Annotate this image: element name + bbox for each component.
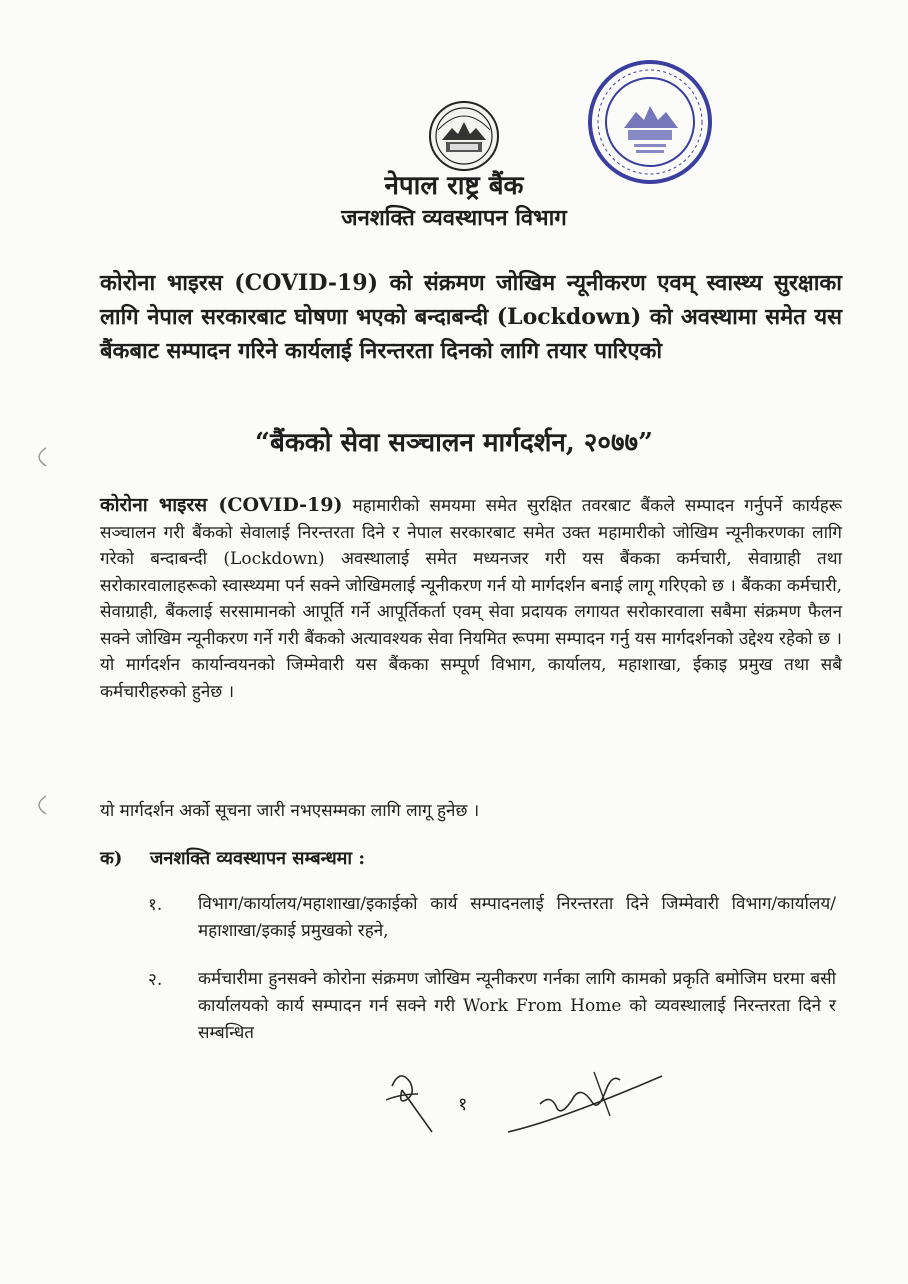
list-item-number: १. — [148, 895, 163, 915]
punch-hole-mark — [30, 446, 50, 468]
validity-statement: यो मार्गदर्शन अर्को सूचना जारी नभएसम्मका लागि लागू हुनेछ । — [100, 801, 480, 821]
organization-name: नेपाल राष्ट्र बैंक — [384, 171, 524, 201]
list-item-number: २. — [148, 970, 163, 990]
list-item-text: कर्मचारीमा हुनसक्ने कोरोना संक्रमण जोखिम न्यूनीकरण गर्नका लागि कामको प्रकृति बमोजिम घरमा बसी कार्यालयको कार्य सम्पादन गर्न सक्ने गरी Work From Home को व्यवस्थालाई निरन्तरता दिने र सम्बन्धित — [198, 969, 836, 1043]
guideline-title: “बैंकको सेवा सञ्चालन मार्गदर्शन, २०७७” — [255, 428, 653, 458]
list-item-text: विभाग/कार्यालय/महाशाखा/इकाईको कार्य सम्पादनलाई निरन्तरता दिने जिम्मेवारी विभाग/कार्यालय/महाशाखा/इकाई प्रमुखको रहने, — [198, 894, 836, 941]
punch-hole-mark — [30, 794, 50, 816]
department-name: जनशक्ति व्यवस्थापन विभाग — [341, 205, 567, 231]
intro-lead: कोरोना भाइरस (COVID-19) — [100, 494, 343, 516]
section-title: जनशक्ति व्यवस्थापन सम्बन्धमा : — [150, 848, 366, 869]
handwritten-signatures — [380, 1060, 680, 1140]
page-number: १ — [458, 1094, 468, 1115]
intro-paragraph — [100, 492, 842, 705]
intro-body: महामारीको समयमा समेत सुरक्षित तवरबाट बैंकले सम्पादन गर्नुपर्ने कार्यहरू सञ्चालन गरी बैंकको सेवालाई निरन्तरता दिने र नेपाल सरकारबाट समेत उक्त महामारीको जोखिम न्यूनीकरणका लागि गरेको बन्दाबन्दी (Lockdown) अवस्थालाई समेत मध्यनजर गरी यस बैंकका कर्मचारी, सेवाग्राही तथा सरोकारवालाहरूको स्वास्थ्यमा पर्न सक्ने जोखिमलाई न्यूनीकरण गर्न यो मार्गदर्शन बनाई लागू गरिएको छ । बैंकका कर्मचारी, सेवाग्राही, बैंकलाई सरसामानको आपूर्ति गर्ने आपूर्तिकर्ता एवम् सेवा प्रदायक लगायत सरोकारवाला सबैमा संक्रमण फैलन सक्ने जोखिम न्यूनीकरण गर्ने गरी बैंकको अत्यावश्यक सेवा नियमित रूपमा सम्पादन गर्नु यस मार्गदर्शनको उद्देश्य रहेको छ । यो मार्गदर्शन कार्यान्वयनको जिम्मेवारी यस बैंकका सम्पूर्ण विभाग, कार्यालय, महाशाखा, ईकाइ प्रमुख तथा सबै कर्मचारीहरुको हुनेछ । — [100, 496, 843, 702]
document-heading: कोरोना भाइरस (COVID-19) को संक्रमण जोखिम न्यूनीकरण एवम् स्वास्थ्य सुरक्षाका लागि नेपाल सरकारबाट घोषणा भएको बन्दाबन्दी (Lockdown) को अवस्थामा समेत यस बैंकबाट सम्पादन गरिने कार्यलाई निरन्तरता दिनको लागि तयार पारिएको — [100, 270, 842, 364]
bank-logo-emblem — [428, 100, 500, 172]
section-letter: क) — [100, 848, 123, 869]
